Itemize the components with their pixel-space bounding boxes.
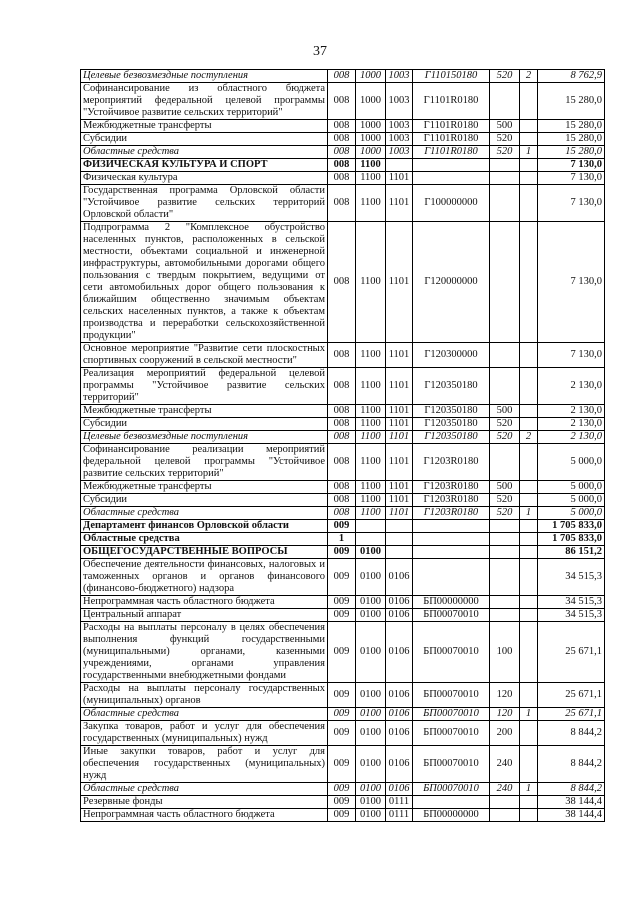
section-code: 0100 xyxy=(356,622,386,683)
subsection-code: 0106 xyxy=(386,708,413,721)
expense-type: 200 xyxy=(490,721,520,746)
section-code: 1000 xyxy=(356,70,386,83)
table-row xyxy=(81,683,605,708)
amount: 38 144,4 xyxy=(538,796,605,809)
section-code: 1000 xyxy=(356,133,386,146)
funding-source: 2 xyxy=(520,431,538,444)
table-row xyxy=(81,343,605,368)
ministry-code: 008 xyxy=(328,431,356,444)
subsection-code: 0106 xyxy=(386,783,413,796)
funding-source xyxy=(520,596,538,609)
table-row xyxy=(81,783,605,796)
table-row xyxy=(81,559,605,596)
funding-source xyxy=(520,120,538,133)
row-name: Областные средства xyxy=(81,146,328,159)
funding-source xyxy=(520,418,538,431)
target-article: Г100000000 xyxy=(413,185,490,222)
ministry-code: 008 xyxy=(328,481,356,494)
target-article: БП00000000 xyxy=(413,596,490,609)
funding-source xyxy=(520,609,538,622)
table-row xyxy=(81,70,605,83)
expense-type xyxy=(490,596,520,609)
table-row xyxy=(81,444,605,481)
ministry-code: 008 xyxy=(328,444,356,481)
amount: 8 844,2 xyxy=(538,721,605,746)
ministry-code: 009 xyxy=(328,683,356,708)
expense-type xyxy=(490,796,520,809)
ministry-code: 009 xyxy=(328,546,356,559)
amount: 5 000,0 xyxy=(538,481,605,494)
target-article: БП00070010 xyxy=(413,609,490,622)
section-code: 0100 xyxy=(356,708,386,721)
target-article: Г1203R0180 xyxy=(413,444,490,481)
target-article: Г120300000 xyxy=(413,343,490,368)
target-article: Г1203R0180 xyxy=(413,507,490,520)
table-row xyxy=(81,809,605,822)
expense-type xyxy=(490,159,520,172)
ministry-code: 008 xyxy=(328,343,356,368)
row-name: Областные средства xyxy=(81,783,328,796)
funding-source xyxy=(520,222,538,343)
expense-type xyxy=(490,533,520,546)
funding-source xyxy=(520,721,538,746)
expense-type xyxy=(490,444,520,481)
target-article xyxy=(413,159,490,172)
target-article: Г120000000 xyxy=(413,222,490,343)
ministry-code: 009 xyxy=(328,809,356,822)
subsection-code: 0106 xyxy=(386,609,413,622)
section-code: 0100 xyxy=(356,796,386,809)
subsection-code: 1101 xyxy=(386,481,413,494)
section-code: 1100 xyxy=(356,444,386,481)
funding-source: 1 xyxy=(520,146,538,159)
table-row xyxy=(81,481,605,494)
amount: 7 130,0 xyxy=(538,185,605,222)
subsection-code: 1101 xyxy=(386,418,413,431)
table-row xyxy=(81,405,605,418)
table-row xyxy=(81,546,605,559)
expense-type: 500 xyxy=(490,481,520,494)
amount: 34 515,3 xyxy=(538,609,605,622)
target-article: Г110150180 xyxy=(413,70,490,83)
budget-table xyxy=(80,69,605,822)
ministry-code: 009 xyxy=(328,708,356,721)
ministry-code: 008 xyxy=(328,146,356,159)
expense-type: 100 xyxy=(490,622,520,683)
row-name: Межбюджетные трансферты xyxy=(81,481,328,494)
budget-table-body xyxy=(81,70,605,822)
target-article: БП00070010 xyxy=(413,708,490,721)
amount: 5 000,0 xyxy=(538,494,605,507)
table-row xyxy=(81,418,605,431)
funding-source: 2 xyxy=(520,70,538,83)
amount: 7 130,0 xyxy=(538,172,605,185)
subsection-code: 1003 xyxy=(386,146,413,159)
section-code: 1100 xyxy=(356,418,386,431)
subsection-code xyxy=(386,520,413,533)
table-row xyxy=(81,120,605,133)
row-name: Софинансирование реализации мероприятий федеральной целевой программы "Устойчивое развитие сельских территорий" xyxy=(81,444,328,481)
section-code: 0100 xyxy=(356,809,386,822)
table-row xyxy=(81,796,605,809)
expense-type xyxy=(490,546,520,559)
target-article: Г120350180 xyxy=(413,368,490,405)
amount: 8 844,2 xyxy=(538,783,605,796)
table-row xyxy=(81,596,605,609)
ministry-code: 009 xyxy=(328,746,356,783)
expense-type xyxy=(490,172,520,185)
section-code: 1100 xyxy=(356,481,386,494)
funding-source xyxy=(520,343,538,368)
subsection-code: 1101 xyxy=(386,172,413,185)
target-article: БП00070010 xyxy=(413,721,490,746)
table-row xyxy=(81,721,605,746)
section-code: 1100 xyxy=(356,368,386,405)
amount: 15 280,0 xyxy=(538,146,605,159)
funding-source xyxy=(520,520,538,533)
amount: 25 671,1 xyxy=(538,622,605,683)
subsection-code: 0106 xyxy=(386,596,413,609)
subsection-code: 0106 xyxy=(386,746,413,783)
ministry-code: 009 xyxy=(328,622,356,683)
section-code: 1100 xyxy=(356,222,386,343)
subsection-code: 1101 xyxy=(386,444,413,481)
table-row xyxy=(81,172,605,185)
ministry-code: 008 xyxy=(328,405,356,418)
ministry-code: 008 xyxy=(328,70,356,83)
ministry-code: 008 xyxy=(328,83,356,120)
section-code: 1100 xyxy=(356,343,386,368)
amount: 15 280,0 xyxy=(538,83,605,120)
section-code xyxy=(356,533,386,546)
expense-type: 120 xyxy=(490,708,520,721)
funding-source xyxy=(520,83,538,120)
expense-type: 120 xyxy=(490,683,520,708)
funding-source: 1 xyxy=(520,783,538,796)
section-code: 1100 xyxy=(356,159,386,172)
section-code: 0100 xyxy=(356,783,386,796)
row-name: Субсидии xyxy=(81,133,328,146)
ministry-code: 008 xyxy=(328,185,356,222)
row-name: Государственная программа Орловской области "Устойчивое развитие сельских территорий Орловской области" xyxy=(81,185,328,222)
table-row xyxy=(81,159,605,172)
ministry-code: 009 xyxy=(328,721,356,746)
subsection-code: 1101 xyxy=(386,185,413,222)
amount: 34 515,3 xyxy=(538,596,605,609)
section-code: 1100 xyxy=(356,172,386,185)
section-code: 1000 xyxy=(356,83,386,120)
table-row xyxy=(81,146,605,159)
section-code: 1100 xyxy=(356,507,386,520)
ministry-code: 008 xyxy=(328,120,356,133)
section-code: 1100 xyxy=(356,405,386,418)
target-article: Г1203R0180 xyxy=(413,481,490,494)
table-row xyxy=(81,622,605,683)
target-article xyxy=(413,172,490,185)
funding-source xyxy=(520,494,538,507)
row-name: Основное мероприятие "Развитие сети плоскостных спортивных сооружений в сельской местности" xyxy=(81,343,328,368)
amount: 7 130,0 xyxy=(538,343,605,368)
funding-source xyxy=(520,444,538,481)
target-article: БП00070010 xyxy=(413,746,490,783)
ministry-code: 009 xyxy=(328,520,356,533)
subsection-code: 1101 xyxy=(386,494,413,507)
amount: 34 515,3 xyxy=(538,559,605,596)
amount: 7 130,0 xyxy=(538,222,605,343)
amount: 38 144,4 xyxy=(538,809,605,822)
row-name: Иные закупки товаров, работ и услуг для обеспечения государственных (муниципальных) нужд xyxy=(81,746,328,783)
subsection-code: 0111 xyxy=(386,796,413,809)
table-row xyxy=(81,520,605,533)
expense-type: 520 xyxy=(490,507,520,520)
funding-source xyxy=(520,481,538,494)
ministry-code: 009 xyxy=(328,609,356,622)
expense-type: 520 xyxy=(490,146,520,159)
table-row xyxy=(81,746,605,783)
ministry-code: 009 xyxy=(328,559,356,596)
ministry-code: 008 xyxy=(328,172,356,185)
row-name: ФИЗИЧЕСКАЯ КУЛЬТУРА И СПОРТ xyxy=(81,159,328,172)
ministry-code: 008 xyxy=(328,418,356,431)
ministry-code: 1 xyxy=(328,533,356,546)
target-article: БП00070010 xyxy=(413,783,490,796)
table-row xyxy=(81,494,605,507)
page-number: 37 xyxy=(313,44,327,59)
row-name: Обеспечение деятельности финансовых, налоговых и таможенных органов и органов финансового (финансово-бюджетного) надзора xyxy=(81,559,328,596)
funding-source xyxy=(520,159,538,172)
section-code: 0100 xyxy=(356,609,386,622)
funding-source: 1 xyxy=(520,708,538,721)
amount: 8 844,2 xyxy=(538,746,605,783)
funding-source xyxy=(520,133,538,146)
amount: 25 671,1 xyxy=(538,683,605,708)
target-article: БП00000000 xyxy=(413,809,490,822)
ministry-code: 008 xyxy=(328,494,356,507)
target-article: БП00070010 xyxy=(413,622,490,683)
ministry-code: 008 xyxy=(328,133,356,146)
funding-source xyxy=(520,809,538,822)
subsection-code: 1003 xyxy=(386,83,413,120)
funding-source xyxy=(520,559,538,596)
subsection-code: 1003 xyxy=(386,70,413,83)
row-name: Подпрограмма 2 "Комплексное обустройство населенных пунктов, расположенных в сельской местности, объектами социальной и инженерной инфраструктуры, автомобильными дорогами общего пользования с твердым покрытием, ведущими от сети автомобильных дорог общего пользования к ближайшим общественно значимым объектам сельских населенных пунктов, а также к объектам производства и переработки сельскохозяйственной продукции" xyxy=(81,222,328,343)
table-row xyxy=(81,133,605,146)
amount: 1 705 833,0 xyxy=(538,533,605,546)
subsection-code: 0106 xyxy=(386,721,413,746)
funding-source xyxy=(520,683,538,708)
subsection-code: 0106 xyxy=(386,559,413,596)
amount: 2 130,0 xyxy=(538,405,605,418)
row-name: Расходы на выплаты персоналу государственных (муниципальных) органов xyxy=(81,683,328,708)
table-row xyxy=(81,609,605,622)
row-name: Центральный аппарат xyxy=(81,609,328,622)
subsection-code: 1003 xyxy=(386,133,413,146)
amount: 15 280,0 xyxy=(538,133,605,146)
subsection-code: 1101 xyxy=(386,343,413,368)
amount: 5 000,0 xyxy=(538,507,605,520)
target-article: Г1101R0180 xyxy=(413,83,490,120)
subsection-code: 1101 xyxy=(386,507,413,520)
row-name: Субсидии xyxy=(81,418,328,431)
row-name: Департамент финансов Орловской области xyxy=(81,520,328,533)
table-row xyxy=(81,83,605,120)
section-code: 1100 xyxy=(356,185,386,222)
expense-type xyxy=(490,809,520,822)
table-row xyxy=(81,222,605,343)
subsection-code: 0106 xyxy=(386,683,413,708)
subsection-code: 0106 xyxy=(386,622,413,683)
section-code: 1000 xyxy=(356,146,386,159)
funding-source xyxy=(520,622,538,683)
subsection-code: 1101 xyxy=(386,368,413,405)
ministry-code: 009 xyxy=(328,783,356,796)
row-name: Областные средства xyxy=(81,708,328,721)
funding-source: 1 xyxy=(520,507,538,520)
table-row xyxy=(81,185,605,222)
table-row xyxy=(81,708,605,721)
expense-type xyxy=(490,559,520,596)
expense-type: 520 xyxy=(490,494,520,507)
target-article: Г1101R0180 xyxy=(413,120,490,133)
expense-type xyxy=(490,368,520,405)
amount: 15 280,0 xyxy=(538,120,605,133)
expense-type: 240 xyxy=(490,783,520,796)
funding-source xyxy=(520,368,538,405)
target-article xyxy=(413,559,490,596)
expense-type: 520 xyxy=(490,133,520,146)
subsection-code xyxy=(386,533,413,546)
section-code: 1100 xyxy=(356,431,386,444)
row-name: Закупка товаров, работ и услуг для обеспечения государственных (муниципальных) нужд xyxy=(81,721,328,746)
ministry-code: 008 xyxy=(328,507,356,520)
target-article xyxy=(413,533,490,546)
amount: 2 130,0 xyxy=(538,431,605,444)
ministry-code: 008 xyxy=(328,222,356,343)
target-article: Г120350180 xyxy=(413,431,490,444)
target-article: Г1203R0180 xyxy=(413,494,490,507)
target-article: БП00070010 xyxy=(413,683,490,708)
section-code xyxy=(356,520,386,533)
funding-source xyxy=(520,185,538,222)
table-row xyxy=(81,431,605,444)
expense-type: 520 xyxy=(490,70,520,83)
ministry-code: 008 xyxy=(328,368,356,405)
funding-source xyxy=(520,746,538,783)
section-code: 0100 xyxy=(356,721,386,746)
subsection-code: 1101 xyxy=(386,405,413,418)
row-name: Областные средства xyxy=(81,507,328,520)
ministry-code: 008 xyxy=(328,159,356,172)
table-row xyxy=(81,368,605,405)
table-row xyxy=(81,533,605,546)
expense-type xyxy=(490,185,520,222)
section-code: 0100 xyxy=(356,746,386,783)
subsection-code xyxy=(386,546,413,559)
section-code: 0100 xyxy=(356,683,386,708)
row-name: Целевые безвозмездные поступления xyxy=(81,70,328,83)
row-name: Резервные фонды xyxy=(81,796,328,809)
funding-source xyxy=(520,796,538,809)
section-code: 0100 xyxy=(356,546,386,559)
amount: 1 705 833,0 xyxy=(538,520,605,533)
expense-type xyxy=(490,609,520,622)
amount: 2 130,0 xyxy=(538,418,605,431)
expense-type xyxy=(490,83,520,120)
target-article: Г1101R0180 xyxy=(413,146,490,159)
funding-source xyxy=(520,172,538,185)
expense-type: 500 xyxy=(490,405,520,418)
row-name: Областные средства xyxy=(81,533,328,546)
ministry-code: 009 xyxy=(328,596,356,609)
ministry-code: 009 xyxy=(328,796,356,809)
amount: 7 130,0 xyxy=(538,159,605,172)
expense-type xyxy=(490,222,520,343)
row-name: Непрограммная часть областного бюджета xyxy=(81,809,328,822)
row-name: Межбюджетные трансферты xyxy=(81,405,328,418)
expense-type: 500 xyxy=(490,120,520,133)
target-article xyxy=(413,546,490,559)
subsection-code: 1003 xyxy=(386,120,413,133)
section-code: 0100 xyxy=(356,596,386,609)
amount: 5 000,0 xyxy=(538,444,605,481)
target-article: Г1101R0180 xyxy=(413,133,490,146)
funding-source xyxy=(520,533,538,546)
section-code: 1100 xyxy=(356,494,386,507)
amount: 2 130,0 xyxy=(538,368,605,405)
row-name: Целевые безвозмездные поступления xyxy=(81,431,328,444)
section-code: 0100 xyxy=(356,559,386,596)
expense-type: 240 xyxy=(490,746,520,783)
target-article xyxy=(413,796,490,809)
target-article xyxy=(413,520,490,533)
expense-type: 520 xyxy=(490,418,520,431)
amount: 8 762,9 xyxy=(538,70,605,83)
subsection-code: 0111 xyxy=(386,809,413,822)
row-name: Реализация мероприятий федеральной целевой программы "Устойчивое развитие сельских территорий" xyxy=(81,368,328,405)
expense-type: 520 xyxy=(490,431,520,444)
expense-type xyxy=(490,520,520,533)
funding-source xyxy=(520,546,538,559)
amount: 25 671,1 xyxy=(538,708,605,721)
expense-type xyxy=(490,343,520,368)
row-name: Субсидии xyxy=(81,494,328,507)
row-name: Межбюджетные трансферты xyxy=(81,120,328,133)
row-name: Непрограммная часть областного бюджета xyxy=(81,596,328,609)
subsection-code: 1101 xyxy=(386,222,413,343)
section-code: 1000 xyxy=(356,120,386,133)
table-row xyxy=(81,507,605,520)
funding-source xyxy=(520,405,538,418)
target-article: Г120350180 xyxy=(413,405,490,418)
row-name: ОБЩЕГОСУДАРСТВЕННЫЕ ВОПРОСЫ xyxy=(81,546,328,559)
row-name: Расходы на выплаты персоналу в целях обеспечения выполнения функций государственными (муниципальными) органами, казенными учреждениями, органами управления государственными внебюджетными фондами xyxy=(81,622,328,683)
target-article: Г120350180 xyxy=(413,418,490,431)
row-name: Софинансирование из областного бюджета мероприятий федеральной целевой программы "Устойчивое развитие сельских территорий" xyxy=(81,83,328,120)
row-name: Физическая культура xyxy=(81,172,328,185)
subsection-code: 1101 xyxy=(386,431,413,444)
subsection-code xyxy=(386,159,413,172)
amount: 86 151,2 xyxy=(538,546,605,559)
